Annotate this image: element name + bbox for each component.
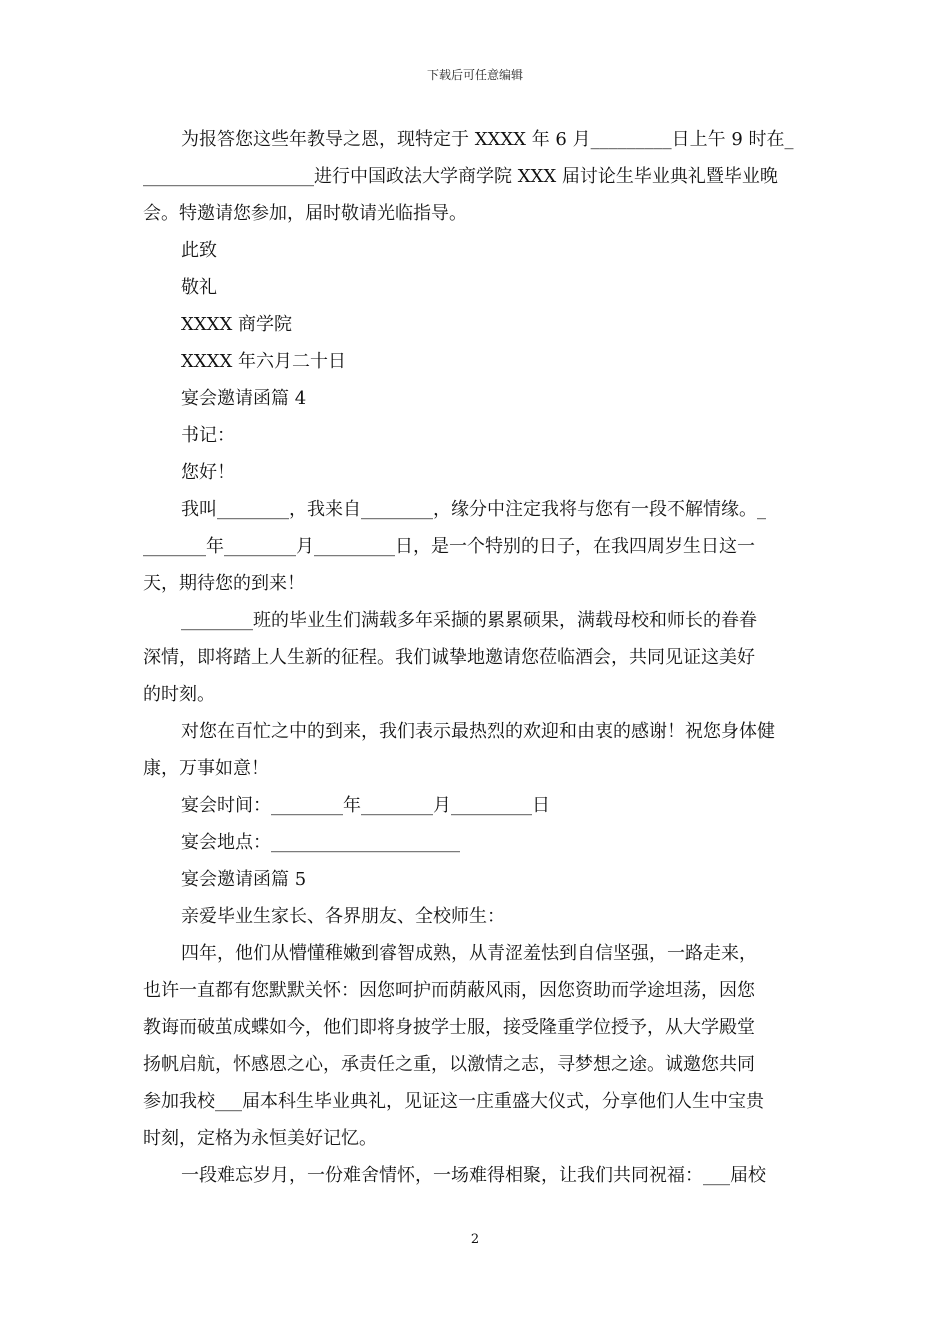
banquet-location-line: 宴会地点：_____________________ — [181, 832, 460, 853]
paragraph-line: 四年，他们从懵懂稚嫩到睿智成熟，从青涩羞怯到自信坚强，一路走来， — [181, 943, 757, 964]
paragraph-line: 时刻，定格为永恒美好记忆。 — [143, 1128, 377, 1149]
paragraph-line: 康，万事如意！ — [143, 758, 269, 779]
banquet-time-line: 宴会时间：________年________月_________日 — [181, 795, 550, 816]
paragraph-line: _______年________月_________日，是一个特别的日子，在我四周岁生日这一 — [143, 536, 755, 557]
paragraph-line: 会。特邀请您参加，届时敬请光临指导。 — [143, 203, 467, 224]
salutation-line: 书记： — [181, 425, 235, 446]
paragraph-line: 也许一直都有您默默关怀：因您呵护而荫蔽风雨，因您资助而学途坦荡，因您 — [143, 980, 755, 1001]
document-body — [143, 121, 808, 1194]
paragraph-line: ___________________进行中国政法大学商学院 XXX 届讨论生毕业典礼暨毕业晚 — [143, 166, 778, 187]
signature-line: XXXX 商学院 — [181, 314, 292, 335]
closing-line: 敬礼 — [181, 277, 217, 298]
page-header: 下载后可任意编辑 — [426, 68, 523, 82]
salutation-line: 亲爱毕业生家长、各界朋友、全校师生： — [181, 906, 505, 927]
paragraph-line: 扬帆启航，怀感恩之心，承责任之重，以激情之志，寻梦想之途。诚邀您共同 — [143, 1054, 755, 1075]
paragraph-line: 天，期待您的到来！ — [143, 573, 305, 594]
section-title: 宴会邀请函篇 4 — [181, 388, 307, 409]
greeting-line: 您好！ — [181, 462, 235, 483]
paragraph-line: 教诲而破茧成蝶如今，他们即将身披学士服，接受隆重学位授予，从大学殿堂 — [143, 1017, 755, 1038]
section-title: 宴会邀请函篇 5 — [181, 869, 307, 890]
page-number: 2 — [470, 1232, 480, 1247]
paragraph-line: 我叫________，我来自________，缘分中注定我将与您有一段不解情缘。_ — [181, 499, 766, 520]
paragraph-line: 深情，即将踏上人生新的征程。我们诚挚地邀请您莅临酒会，共同见证这美好 — [143, 647, 755, 668]
paragraph-line: ________班的毕业生们满载多年采撷的累累硕果，满载母校和师长的眷眷 — [181, 610, 757, 631]
date-line: XXXX 年六月二十日 — [181, 351, 346, 372]
closing-line: 此致 — [181, 240, 217, 261]
paragraph-line: 参加我校___届本科生毕业典礼，见证这一庄重盛大仪式，分享他们人生中宝贵 — [143, 1091, 764, 1112]
paragraph-line: 的时刻。 — [143, 684, 215, 705]
paragraph-line: 为报答您这些年教导之恩，现特定于 XXXX 年 6 月_________日上午 9 时在_ — [181, 129, 794, 150]
paragraph-line: 一段难忘岁月，一份难舍情怀，一场难得相聚，让我们共同祝福：___届校 — [181, 1165, 766, 1186]
paragraph-line: 对您在百忙之中的到来，我们表示最热烈的欢迎和由衷的感谢！祝您身体健 — [181, 721, 775, 742]
